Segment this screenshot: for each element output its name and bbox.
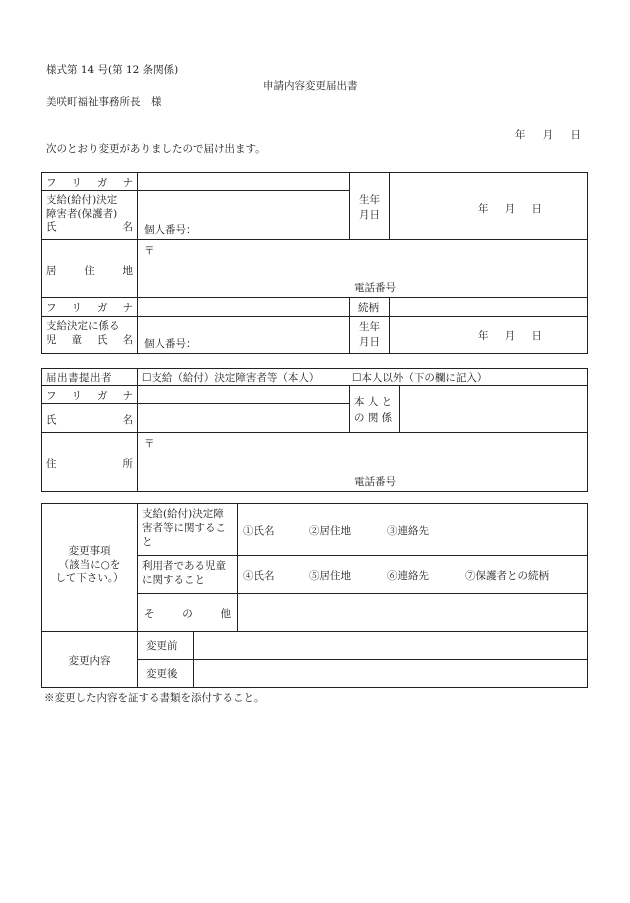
- birth-label: 生年 月日: [350, 173, 390, 240]
- option-contact-6[interactable]: ⑥連絡先: [387, 570, 430, 582]
- postal-mark: 〒: [144, 245, 155, 257]
- after-label: 変更後: [138, 660, 194, 688]
- form-number: 様式第 14 号(第 12 条関係): [46, 64, 179, 76]
- child-change-label: 利用者である児童に関すること: [138, 556, 238, 594]
- option-name-4[interactable]: ④氏名: [243, 570, 275, 582]
- submission-date[interactable]: 年 月 日: [515, 129, 581, 141]
- child-name-field[interactable]: 個人番号：: [138, 317, 350, 354]
- child-furigana-label: フ リ ガ ナ: [42, 298, 138, 317]
- option-address-2[interactable]: ②居住地: [309, 525, 352, 537]
- change-table: [41, 503, 588, 688]
- address-label: 住 所: [42, 433, 138, 492]
- option-other-checkbox[interactable]: ☐本人以外（下の欄に記入）: [352, 372, 488, 384]
- child-birth-date-field[interactable]: 年 月 日: [390, 317, 588, 354]
- furigana-label: フ リ ガ ナ: [42, 173, 138, 191]
- recipient-name-field[interactable]: [138, 191, 350, 240]
- footnote: ※変更した内容を証する書類を添付すること。: [44, 692, 265, 704]
- child-furigana-field[interactable]: [138, 298, 350, 317]
- addressee: 美咲町福祉事務所長 様: [46, 96, 162, 108]
- phone-label: 電話番号: [354, 282, 396, 294]
- relationship-field[interactable]: [400, 386, 588, 433]
- before-field[interactable]: [194, 632, 588, 660]
- birth-date-field[interactable]: 年 月 日: [390, 173, 588, 240]
- address-field[interactable]: 〒 電話番号: [138, 433, 588, 492]
- child-birth-label: 生年 月日: [350, 317, 390, 354]
- option-self-checkbox[interactable]: ☐支給（給付）決定障害者等（本人）: [142, 372, 320, 384]
- submitter-furigana-field[interactable]: [138, 386, 350, 404]
- residence-field[interactable]: [138, 240, 588, 298]
- option-address-5[interactable]: ⑤居住地: [309, 570, 352, 582]
- submitter-label: 届出書提出者: [42, 369, 138, 386]
- personal-number-label: 個人番号：: [144, 224, 197, 236]
- relation-label: 続柄: [350, 298, 390, 317]
- furigana-field[interactable]: [138, 173, 350, 191]
- other-label: そ の 他: [138, 594, 238, 632]
- option-name-1[interactable]: ①氏名: [243, 525, 275, 537]
- recipient-change-options: [238, 504, 588, 556]
- recipient-name-label: 支給(給付)決定 障害者(保護者) 氏 名: [42, 191, 138, 240]
- option-contact-3[interactable]: ③連絡先: [387, 525, 430, 537]
- child-name-label: 支給決定に係る 児 童 氏 名: [42, 317, 138, 354]
- child-change-options: [238, 556, 588, 594]
- submitter-name-label: 氏 名: [42, 404, 138, 433]
- recipient-change-label: 支給(給付)決定障害者等に関すること: [138, 504, 238, 556]
- submitter-name-field[interactable]: [138, 404, 350, 433]
- submitter-table: [41, 368, 588, 492]
- relation-field[interactable]: [390, 298, 588, 317]
- recipient-table: [41, 172, 588, 354]
- residence-label: 居 住 地: [42, 240, 138, 298]
- submitter-options: [138, 369, 588, 386]
- submitter-furigana-label: フ リ ガ ナ: [42, 386, 138, 404]
- change-items-label: 変更事項 （該当に○を して下さい。）: [42, 504, 138, 632]
- option-relation-7[interactable]: ⑦保護者との続柄: [465, 570, 550, 582]
- relationship-label: 本 人 と の 関 係: [350, 386, 400, 433]
- other-field[interactable]: [238, 594, 588, 632]
- document-title: 申請内容変更届出書: [263, 80, 358, 92]
- intro-text: 次のとおり変更がありましたので届け出ます。: [46, 143, 266, 155]
- change-content-label: 変更内容: [42, 632, 138, 688]
- after-field[interactable]: [194, 660, 588, 688]
- before-label: 変更前: [138, 632, 194, 660]
